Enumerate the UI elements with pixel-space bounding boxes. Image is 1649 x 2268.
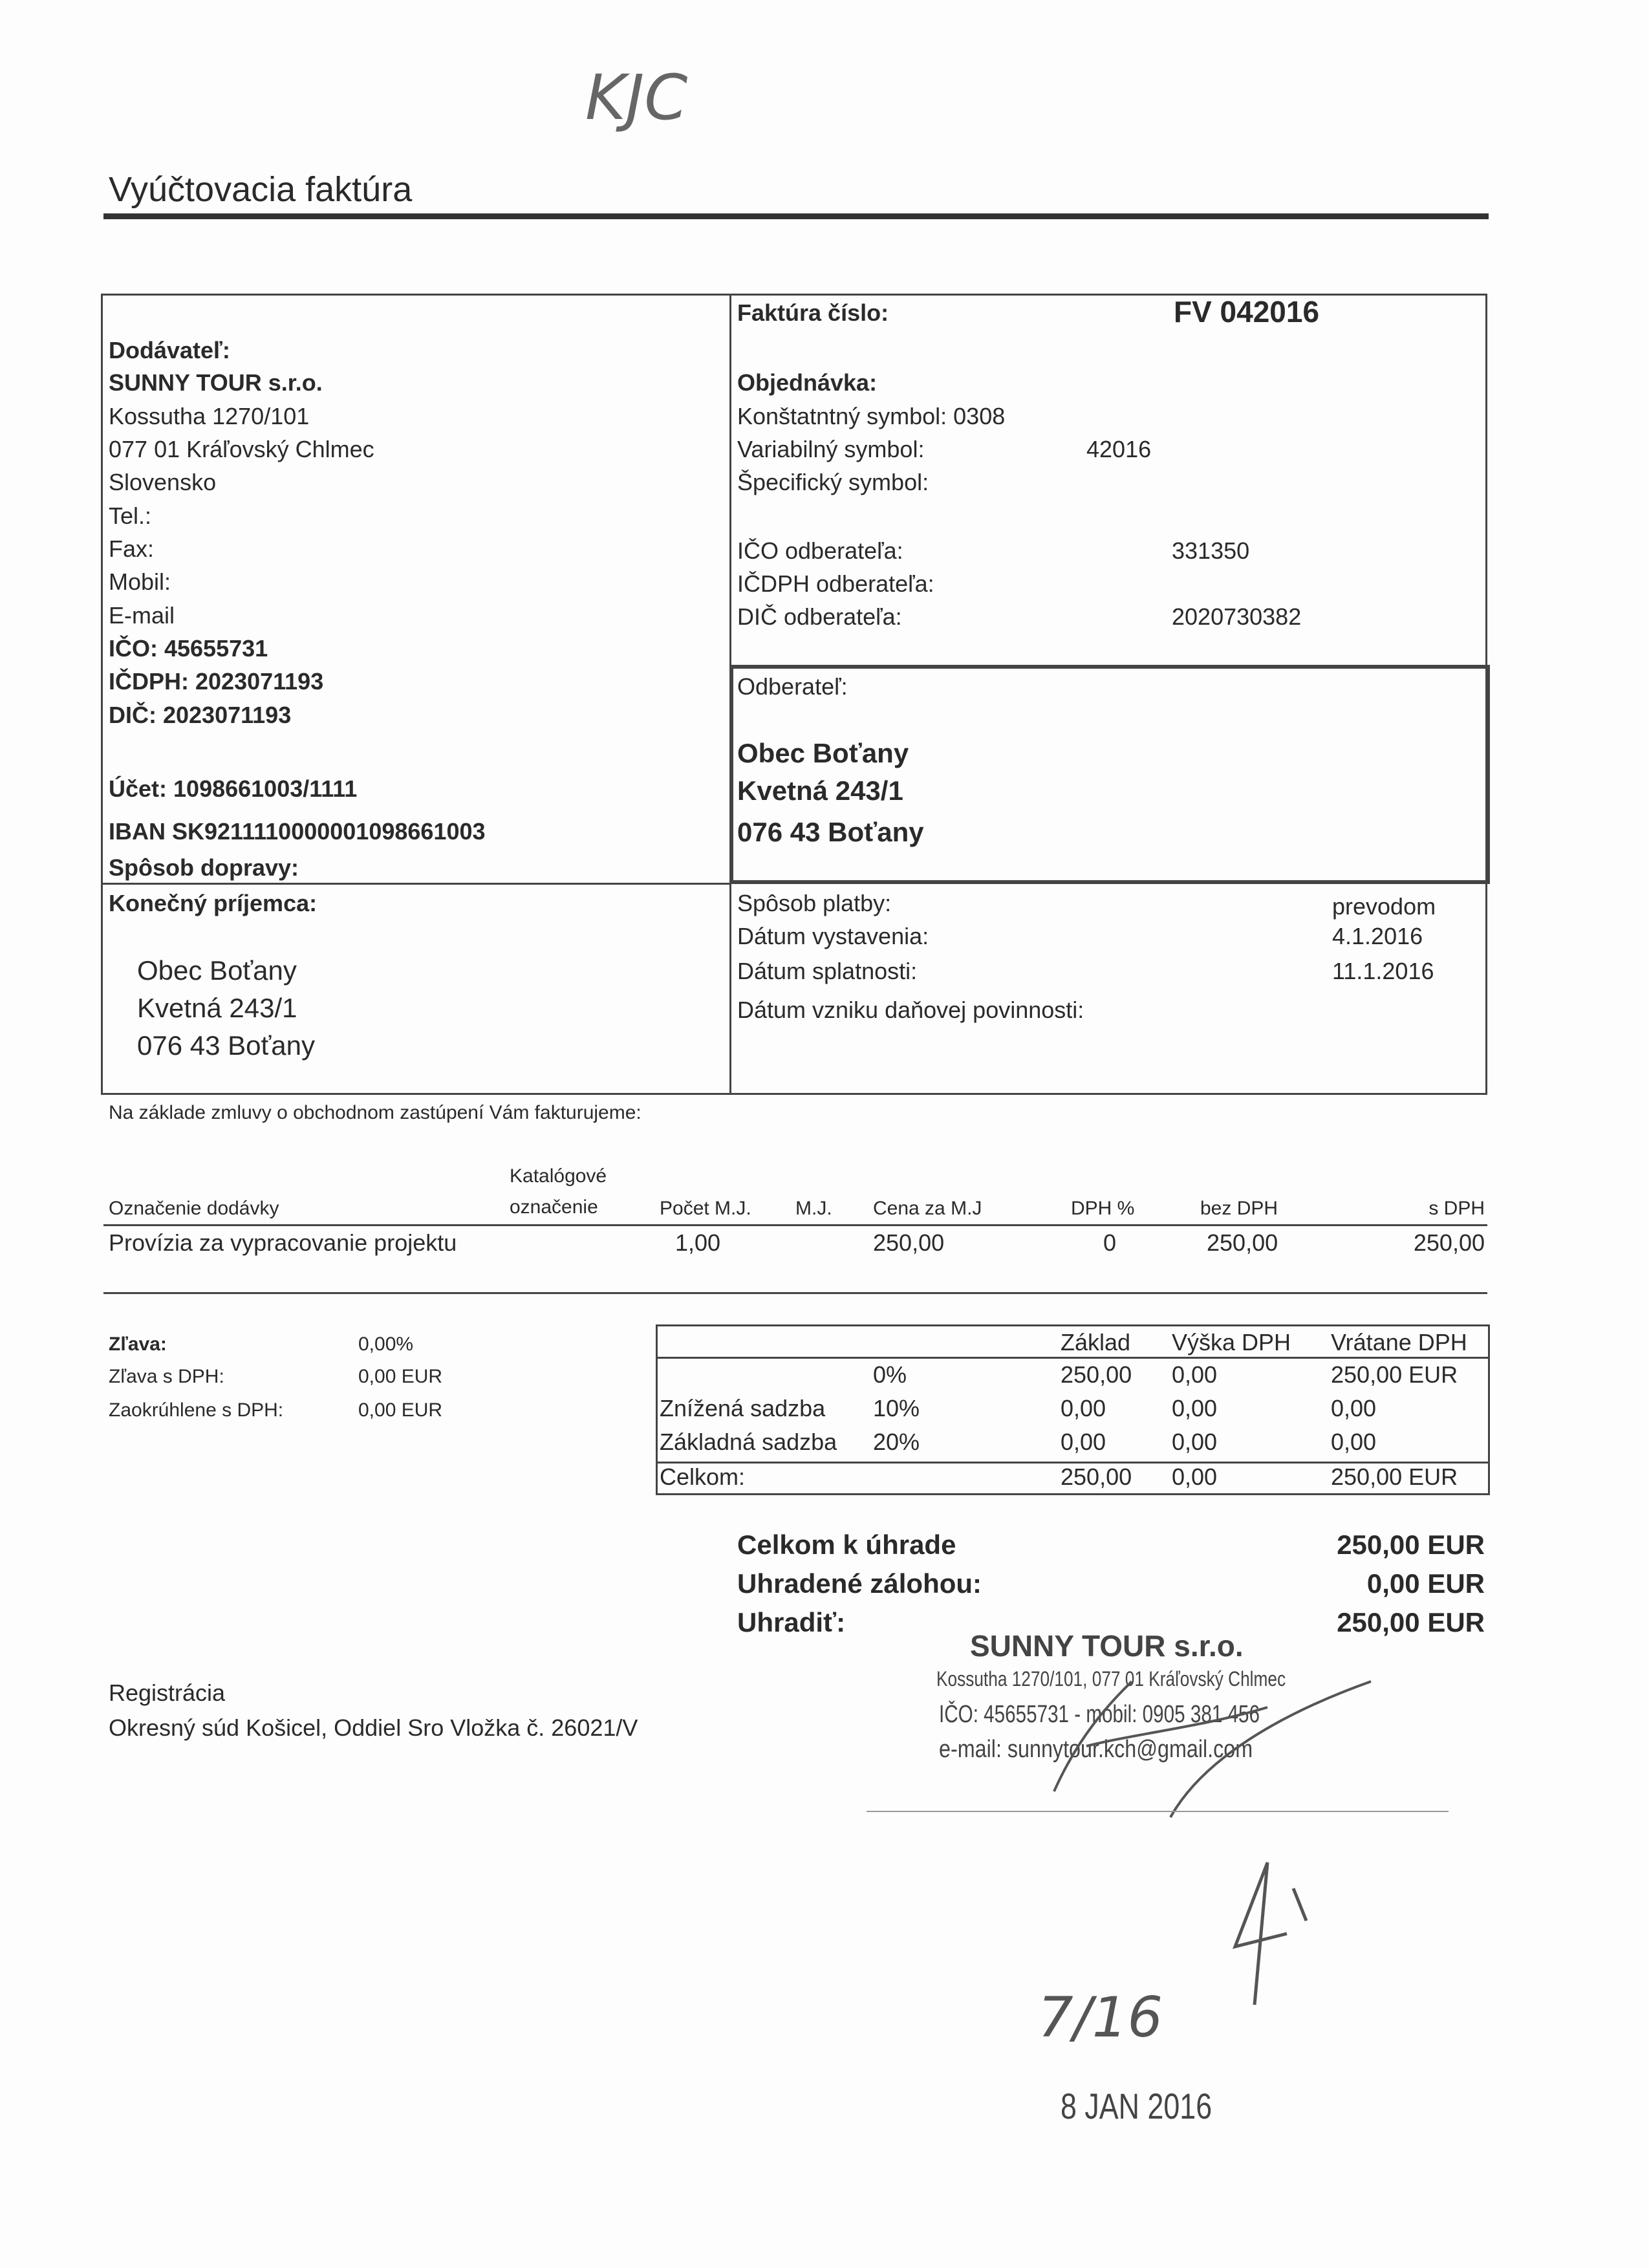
item-price: 250,00 [873, 1229, 945, 1256]
vat-row-1-vat: 0,00 [1172, 1395, 1218, 1421]
stamp-contact: IČO: 45655731 - mobil: 0905 381 456 [939, 1701, 1260, 1728]
due-value: 250,00 EUR [1337, 1607, 1485, 1637]
advance-value: 0,00 EUR [1366, 1568, 1485, 1599]
supplier-city: 077 01 Kráľovský Chlmec [109, 436, 374, 462]
vat-row-2-rate: 20% [873, 1429, 920, 1455]
final-recipient-name: Obec Boťany [137, 955, 297, 986]
vat-total-header: Vrátane DPH [1331, 1329, 1467, 1355]
variable-symbol: 42016 [1086, 436, 1152, 462]
customer-dic-label: DIČ odberateľa: [737, 603, 902, 630]
supplier-dic: DIČ: 2023071193 [109, 702, 292, 728]
customer-name: Obec Boťany [737, 738, 909, 768]
final-recipient-label: Konečný príjemca: [109, 890, 318, 916]
items-bottom-line [103, 1292, 1487, 1294]
customer-ico: 331350 [1172, 537, 1250, 564]
vat-row-3-base: 250,00 [1061, 1463, 1132, 1490]
specific-symbol-label: Špecifický symbol: [737, 469, 929, 495]
signature-line [867, 1811, 1449, 1812]
supplier-iban: IBAN SK9211110000001098661003 [109, 818, 486, 845]
customer-label: Odberateľ: [737, 673, 848, 700]
vat-base-header: Základ [1061, 1329, 1131, 1355]
vat-row-2-base: 0,00 [1061, 1429, 1106, 1455]
item-gross: 250,00 [1413, 1229, 1485, 1256]
left-divider [101, 883, 731, 885]
net-header: bez DPH [1200, 1198, 1278, 1219]
issue-date: 4.1.2016 [1332, 923, 1423, 949]
discount-vat-label: Zľava s DPH: [109, 1366, 224, 1387]
invoice-number: FV 042016 [1174, 295, 1320, 329]
discount-value: 0,00% [358, 1334, 414, 1355]
supplier-street: Kossutha 1270/101 [109, 403, 310, 429]
received-date-stamp: 8 JAN 2016 [1061, 2086, 1212, 2126]
customer-icdph-label: IČDPH odberateľa: [737, 570, 934, 597]
vat-row-2-label: Základná sadzba [660, 1429, 837, 1455]
vat-row-3-total: 250,00 EUR [1331, 1463, 1458, 1490]
item-qty: 1,00 [675, 1229, 721, 1256]
vat-row-0-vat: 0,00 [1172, 1361, 1218, 1388]
handwritten-number: 7/16 [1038, 1985, 1163, 2050]
registration-label: Registrácia [109, 1679, 226, 1706]
customer-street: Kvetná 243/1 [737, 775, 903, 806]
due-date: 11.1.2016 [1332, 958, 1434, 984]
gross-header: s DPH [1428, 1198, 1485, 1219]
vat-row-2-vat: 0,00 [1172, 1429, 1218, 1455]
desc-header: Označenie dodávky [109, 1198, 279, 1219]
supplier-account: Účet: 1098661003/1111 [109, 775, 358, 802]
intro-text: Na základe zmluvy o obchodnom zastúpení Vám fakturujeme: [109, 1102, 641, 1123]
customer-dic: 2020730382 [1172, 603, 1302, 630]
vat-row-1-base: 0,00 [1061, 1395, 1106, 1421]
item-desc: Provízia za vypracovanie projektu [109, 1229, 457, 1256]
unit-header: M.J. [795, 1198, 832, 1219]
supplier-name: SUNNY TOUR s.r.o. [109, 369, 323, 396]
item-vat: 0 [1103, 1229, 1117, 1256]
supplier-label: Dodávateľ: [109, 337, 230, 363]
registration-text: Okresný súd Košicel, Oddiel Sro Vložka č. 26021/V [109, 1714, 638, 1741]
supplier-icdph: IČDPH: 2023071193 [109, 668, 324, 695]
final-recipient-street: Kvetná 243/1 [137, 993, 297, 1023]
supplier-ico: IČO: 45655731 [109, 635, 268, 662]
stamp-address: Kossutha 1270/101, 077 01 Kráľovský Chlmec [936, 1667, 1286, 1690]
customer-ico-label: IČO odberateľa: [737, 537, 903, 564]
supplier-mobil: Mobil: [109, 568, 171, 595]
invoice-title: Vyúčtovacia faktúra [109, 170, 413, 209]
items-header-line [103, 1224, 1487, 1226]
stamp-name: SUNNY TOUR s.r.o. [970, 1629, 1244, 1663]
vat-row-2-total: 0,00 [1331, 1429, 1377, 1455]
rounded-label: Zaokrúhlene s DPH: [109, 1399, 284, 1421]
supplier-fax: Fax: [109, 535, 155, 562]
to-pay-value: 250,00 EUR [1337, 1529, 1485, 1560]
vat-row-3-vat: 0,00 [1172, 1463, 1218, 1490]
payment-method-label: Spôsob platby: [737, 890, 892, 916]
variable-symbol-label: Variabilný symbol: [737, 436, 925, 462]
issue-date-label: Dátum vystavenia: [737, 923, 929, 949]
vat-row-0-rate: 0% [873, 1361, 907, 1388]
qty-header: Počet M.J. [660, 1198, 751, 1219]
vat-row-0-total: 250,00 EUR [1331, 1361, 1458, 1388]
title-underline [103, 213, 1489, 219]
price-header: Cena za M.J [873, 1198, 982, 1219]
invoice-number-label: Faktúra číslo: [737, 299, 889, 326]
customer-city: 076 43 Boťany [737, 817, 924, 847]
catalog-header-bottom: označenie [510, 1196, 598, 1218]
item-net: 250,00 [1207, 1229, 1278, 1256]
to-pay-label: Celkom k úhrade [737, 1529, 956, 1560]
advance-label: Uhradené zálohou: [737, 1568, 982, 1599]
stamp-email: e-mail: sunnytour.kch@gmail.com [939, 1736, 1253, 1763]
tax-date-label: Dátum vzniku daňovej povinnosti: [737, 997, 1084, 1023]
catalog-header-top: Katalógové [510, 1165, 607, 1187]
signature-drawing [1009, 1656, 1397, 1824]
transport-label: Spôsob dopravy: [109, 854, 299, 881]
constant-symbol: Konštatntný symbol: 0308 [737, 403, 1006, 429]
discount-label: Zľava: [109, 1334, 167, 1355]
vat-row-3-label: Celkom: [660, 1463, 746, 1490]
final-recipient-city: 076 43 Boťany [137, 1030, 315, 1061]
supplier-tel: Tel.: [109, 502, 152, 529]
vat-header: DPH % [1071, 1198, 1135, 1219]
due-date-label: Dátum splatnosti: [737, 958, 918, 984]
handwritten-initial-drawing [1216, 1850, 1319, 2018]
discount-vat-value: 0,00 EUR [358, 1366, 443, 1387]
vat-row-1-total: 0,00 [1331, 1395, 1377, 1421]
vat-row-1-label: Znížená sadzba [660, 1395, 826, 1421]
payment-method: prevodom [1332, 893, 1436, 920]
supplier-country: Slovensko [109, 469, 217, 495]
vat-row-1-rate: 10% [873, 1395, 920, 1421]
supplier-email: E-mail [109, 602, 175, 629]
rounded-value: 0,00 EUR [358, 1399, 443, 1421]
vat-amount-header: Výška DPH [1172, 1329, 1291, 1355]
order-label: Objednávka: [737, 369, 878, 396]
vat-row-0-base: 250,00 [1061, 1361, 1132, 1388]
vat-header-line [656, 1357, 1490, 1359]
due-label: Uhradiť: [737, 1607, 846, 1637]
handwritten-initials: KJC [585, 61, 688, 134]
